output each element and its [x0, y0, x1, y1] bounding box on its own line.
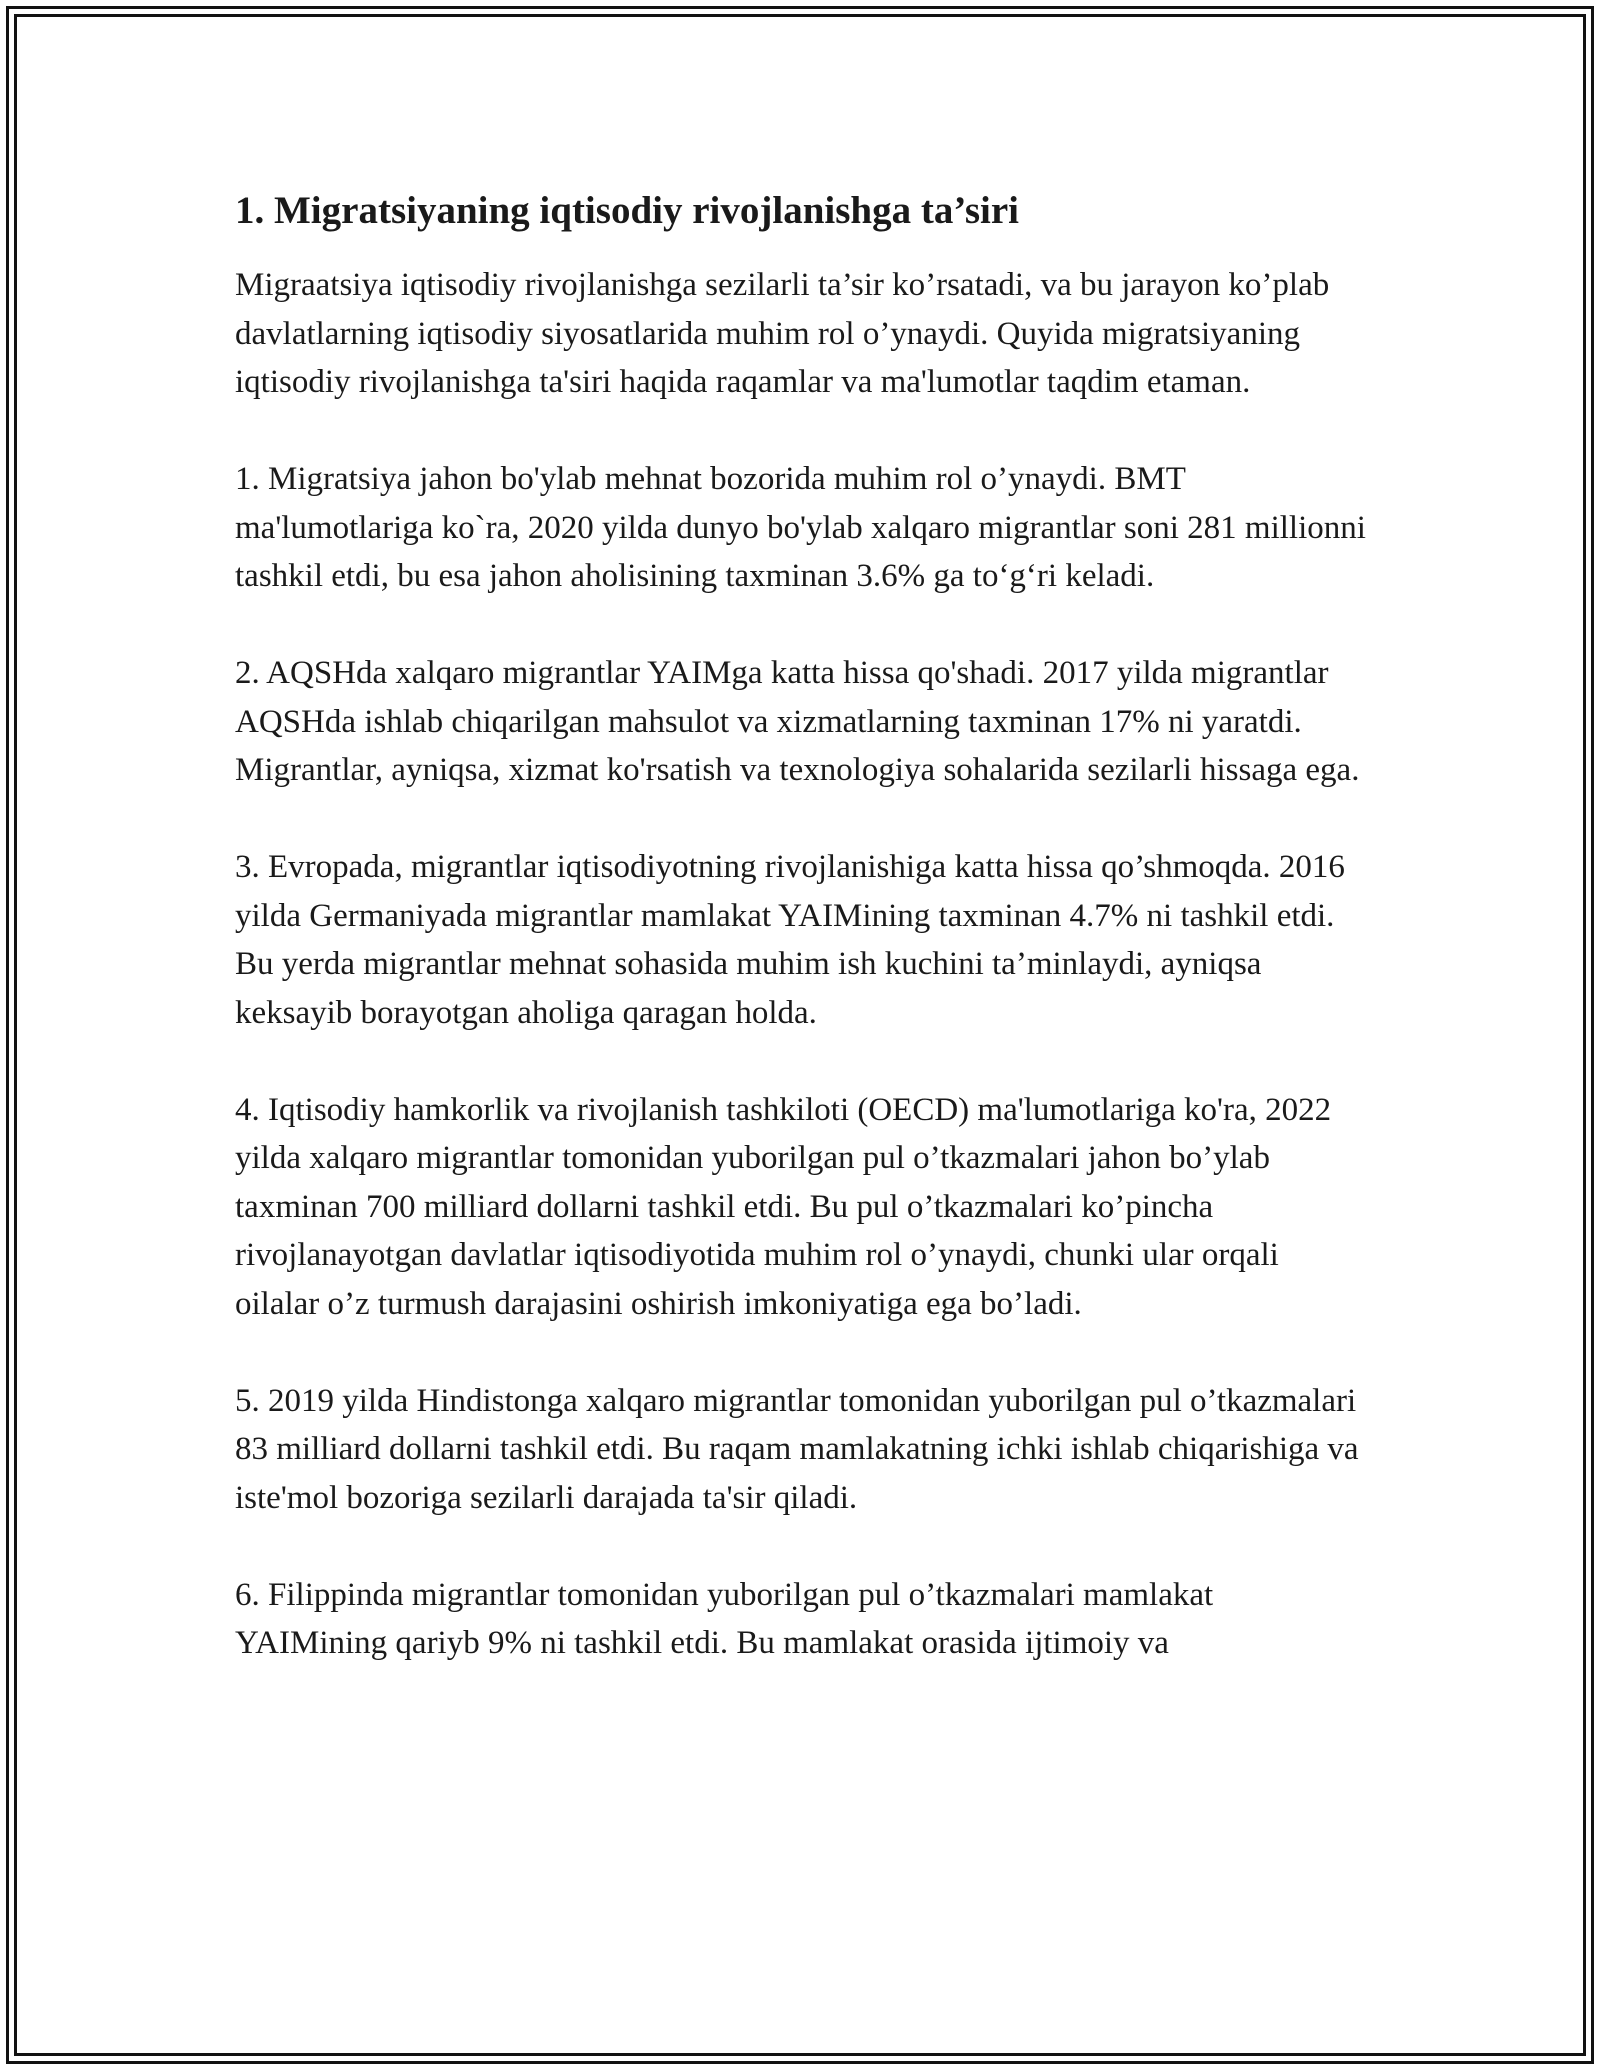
paragraph-3: 3. Evropada, migrantlar iqtisodiyotning rivojlanishiga katta hissa qo’shmoqda. 2016 yilda Germaniyada migrantlar mamlakat YAIMining taxminan 4.7% ni tashkil etdi. Bu yerda migrantlar mehnat sohasida muhim ish kuchini ta’minlaydi, ayniqsa keksayib borayotgan aholiga qaragan holda.	[235, 849, 1345, 1031]
paragraph-5: 5. 2019 yilda Hindistonga xalqaro migrantlar tomonidan yuborilgan pul o’tkazmalari 83 milliard dollarni tashkil etdi. Bu raqam mamlakatning ichki ishlab chiqarishiga va iste'mol bozoriga sezilarli darajada ta'sir qiladi.	[235, 1382, 1359, 1516]
section-heading: 1. Migratsiyaning iqtisodiy rivojlanishga ta’siri	[235, 189, 1020, 232]
intro-paragraph: Migraatsiya iqtisodiy rivojlanishga sezilarli ta’sir ko’rsatadi, va bu jarayon ko’plab davlatlarning iqtisodiy siyosatlarida muhim rol o’ynaydi. Quyida migratsiyaning iqtisodiy rivojlanishga ta'siri haqida raqamlar va ma'lumotlar taqdim etaman.	[235, 267, 1330, 400]
paragraph-6: 6. Filippinda migrantlar tomonidan yuborilgan pul o’tkazmalari mamlakat YAIMining qariyb 9% ni tashkil etdi. Bu mamlakat orasida ijtimoiy va	[235, 1576, 1214, 1661]
paragraph-1: 1. Migratsiya jahon bo'ylab mehnat bozorida muhim rol o’ynaydi. BMT ma'lumotlariga ko`ra, 2020 yilda dunyo bo'ylab xalqaro migrantlar soni 281 millionni tashkil etdi, bu esa jahon aholisining taxminan 3.6% ga to‘g‘ri keladi.	[235, 461, 1366, 594]
paragraph-4: 4. Iqtisodiy hamkorlik va rivojlanish tashkiloti (OECD) ma'lumotlariga ko'ra, 2022 yilda xalqaro migrantlar tomonidan yuborilgan pul o’tkazmalari jahon bo’ylab taxminan 700 milliard dollarni tashkil etdi. Bu pul o’tkazmalari ko’pincha rivojlanayotgan davlatlar iqtisodiyotida muhim rol o’ynaydi, chunki ular orqali oilalar o’z turmush darajasini oshirish imkoniyatiga ega bo’ladi.	[235, 1091, 1332, 1322]
document-body	[235, 185, 1370, 1716]
paragraph-2: 2. AQSHda xalqaro migrantlar YAIMga katta hissa qo'shadi. 2017 yilda migrantlar AQSHda ishlab chiqarilgan mahsulot va xizmatlarning taxminan 17% ni yaratdi. Migrantlar, ayniqsa, xizmat ko'rsatish va texnologiya sohalarida sezilarli hissaga ega.	[235, 655, 1360, 788]
